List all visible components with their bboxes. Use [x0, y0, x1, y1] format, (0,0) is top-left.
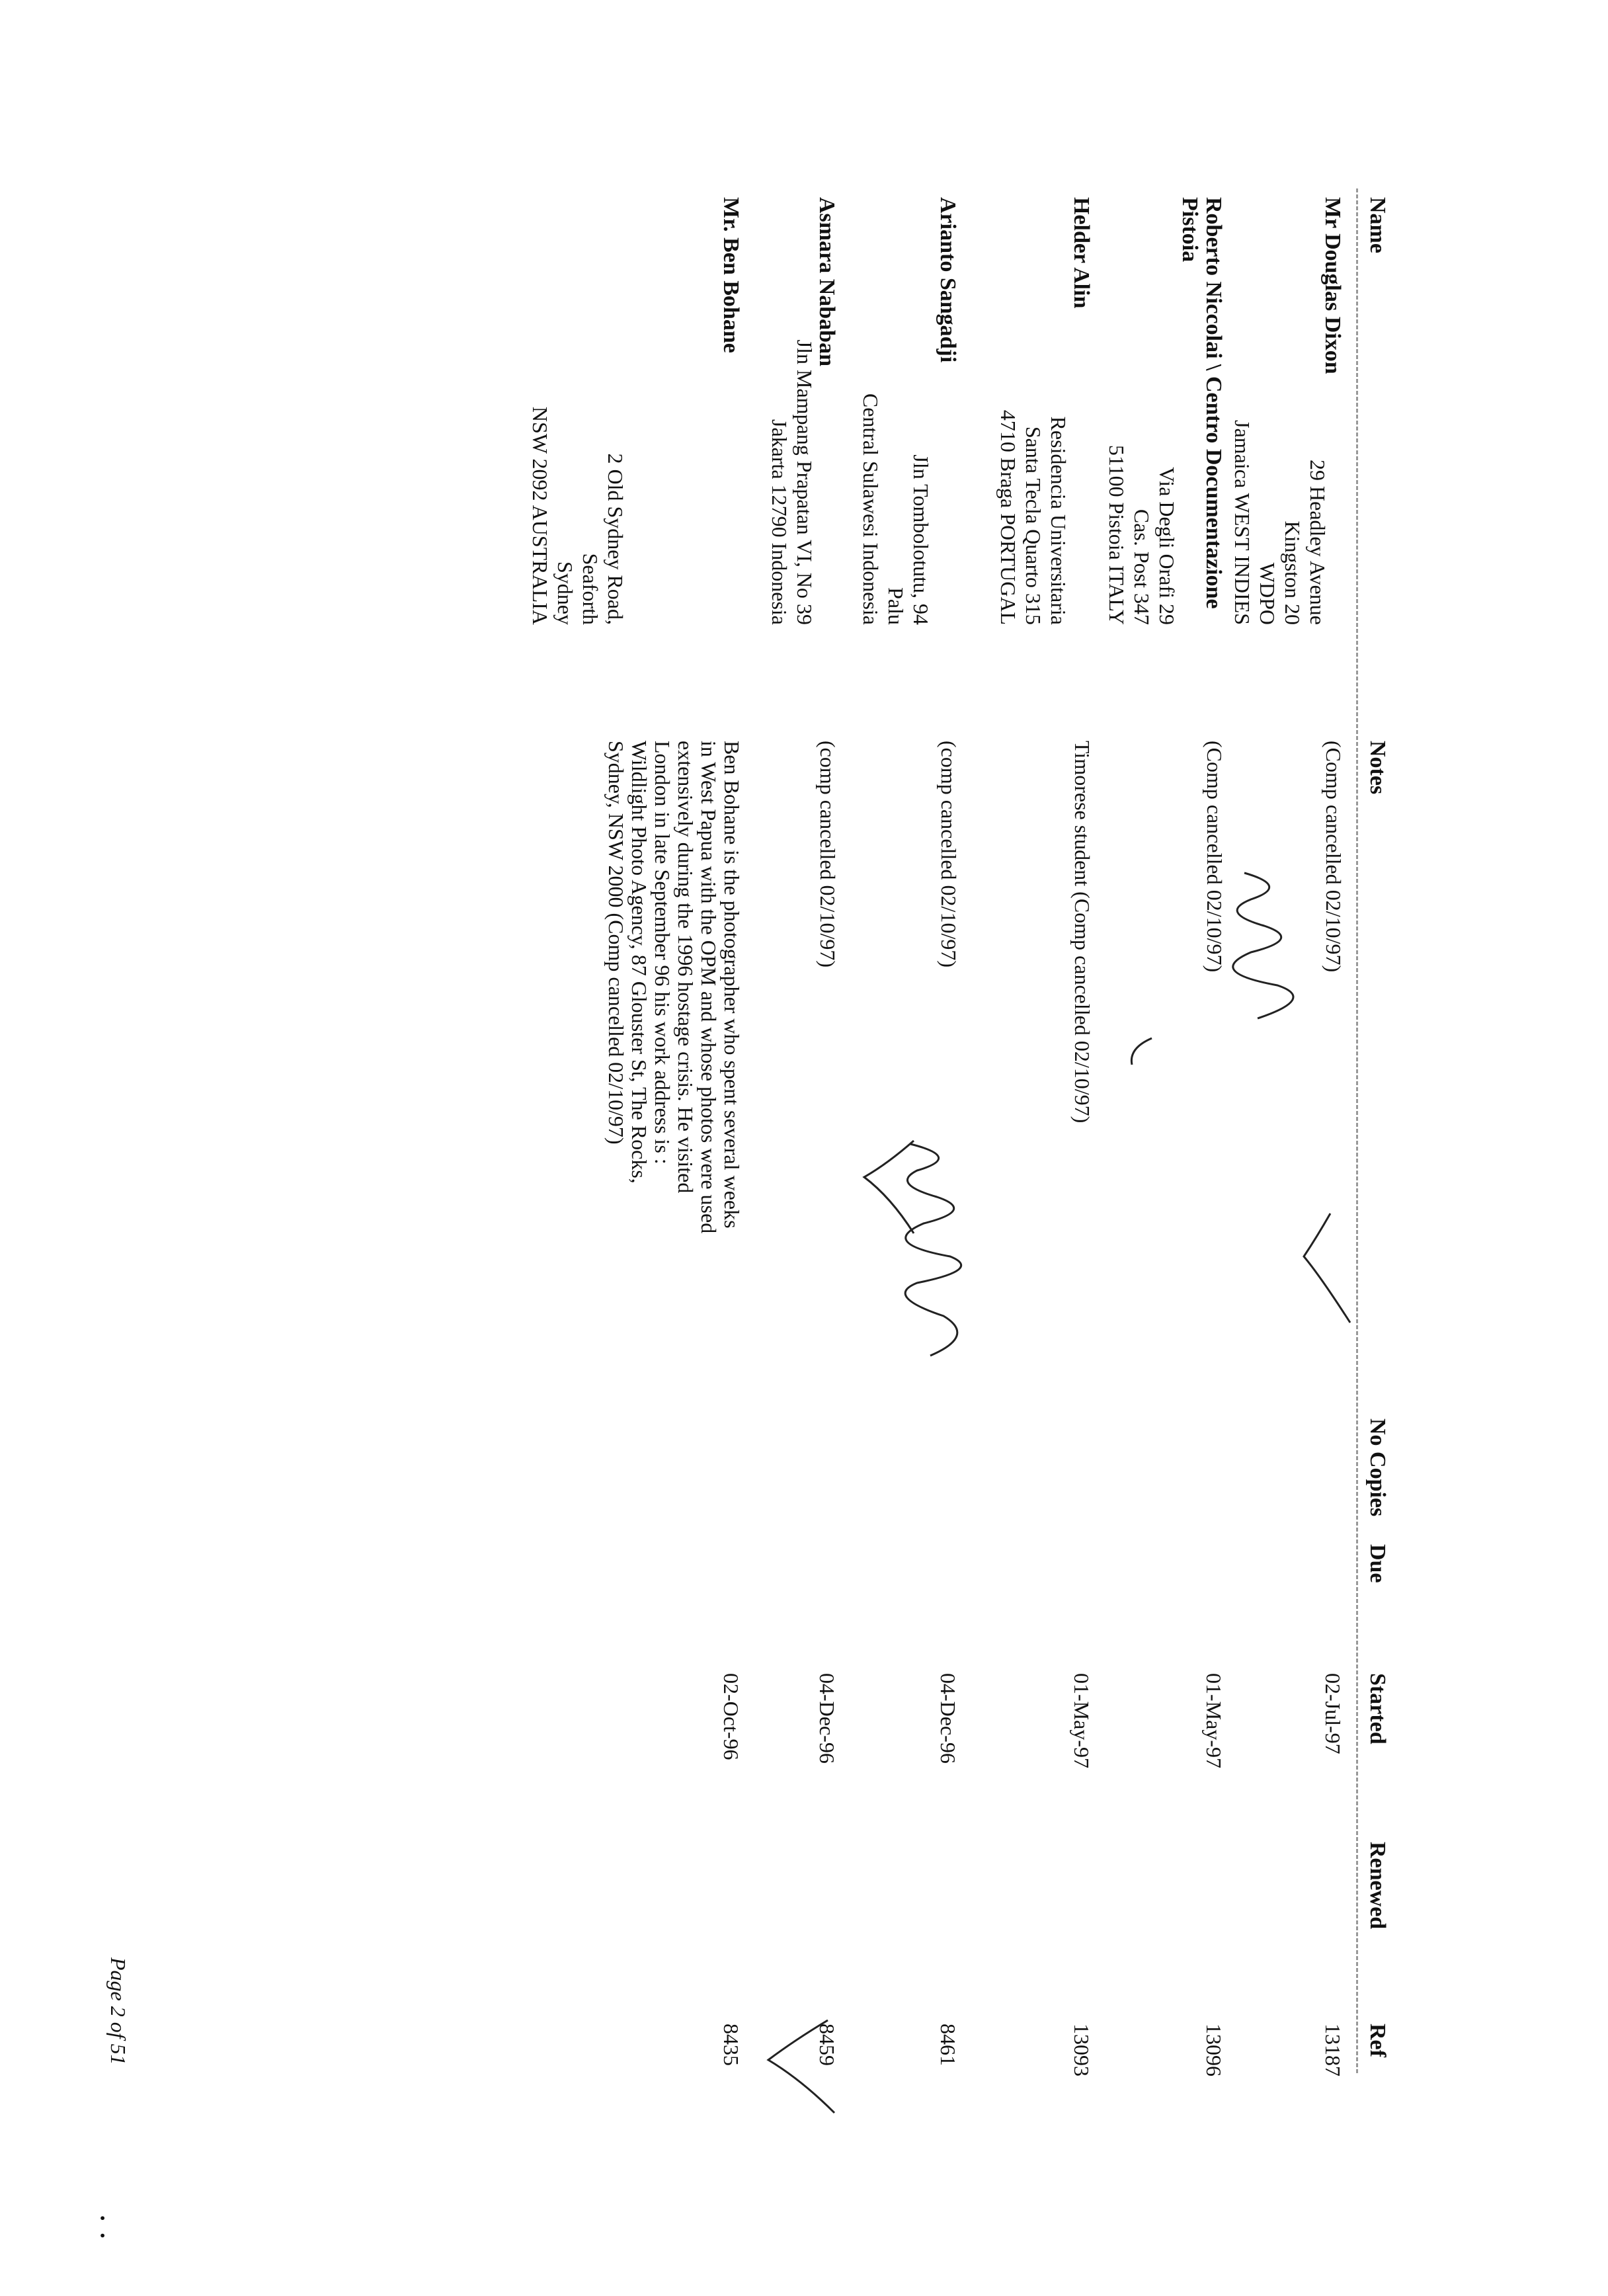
address-line: 4710 Braga PORTUGAL — [996, 409, 1020, 625]
record-started: 01-May-97 — [1070, 1673, 1094, 1768]
handwritten-check-mark — [1297, 1210, 1357, 1329]
note-line: Sydney, NSW 2000 (Comp cancelled 02/10/97) — [604, 741, 628, 1145]
handwritten-tick — [1122, 1032, 1162, 1071]
handwritten-check-mark — [762, 2014, 841, 2119]
record-ref: 8435 — [719, 2024, 743, 2066]
header-rule — [1356, 188, 1358, 2073]
note-line: (Comp cancelled 02/10/97) — [1322, 741, 1346, 973]
address-line: Residencia Universitaria — [1047, 416, 1070, 625]
header-due: Due — [1365, 1544, 1390, 1583]
record-name: Mr. Ben Bohane — [719, 197, 743, 353]
page-number: Page 2 of 51 — [106, 1957, 130, 2065]
note-line: London in late September 96 his work address is : — [651, 741, 674, 1165]
address-line: 29 Headley Avenue — [1306, 460, 1330, 625]
address-line: Jln Tombolotutu, 94 — [909, 454, 933, 625]
address-line: WDPO — [1256, 562, 1279, 625]
note-line: Ben Bohane is the photographer who spent several weeks — [720, 741, 744, 1229]
record-ref: 13093 — [1070, 2024, 1094, 2076]
address-line: 51100 Pistoia ITALY — [1105, 444, 1129, 625]
address-line: Cas. Post 347 — [1130, 509, 1154, 625]
address-line: Seaforth — [579, 553, 602, 625]
record-address — [1104, 314, 1180, 625]
scan-specks: • • — [93, 2215, 110, 2238]
address-line: Sydney — [553, 561, 577, 625]
record-notes — [816, 741, 839, 967]
handwritten-signature — [1198, 860, 1330, 1032]
record-ref: 13096 — [1202, 2024, 1226, 2076]
record-address — [1230, 314, 1330, 625]
note-line: (comp cancelled 02/10/97) — [937, 741, 961, 967]
address-line: Jamaica WEST INDIES — [1230, 420, 1254, 625]
address-line: Jakarta 12790 Indonesia — [768, 419, 791, 625]
note-line: (Comp cancelled 02/10/97) — [1203, 741, 1226, 973]
header-ref: Ref — [1365, 2024, 1390, 2057]
record-ref: 13187 — [1321, 2024, 1345, 2076]
record-notes — [604, 741, 743, 1233]
record-address — [767, 314, 817, 625]
record-name: Helder Alin — [1069, 197, 1094, 309]
address-line: NSW 2092 AUSTRALIA — [528, 406, 552, 625]
address-line: 2 Old Sydney Road, — [604, 453, 627, 625]
record-address — [996, 314, 1071, 625]
note-line: Timorese student (Comp cancelled 02/10/97) — [1070, 741, 1094, 1124]
header-renewed: Renewed — [1365, 1842, 1390, 1930]
record-started: 04-Dec-96 — [815, 1673, 839, 1764]
handwritten-signature — [871, 1137, 990, 1362]
address-line: Jln Mampang Prapatan VI, No 39 — [793, 339, 817, 625]
record-ref: 8459 — [815, 2024, 839, 2066]
header-no-copies: No Copies — [1365, 1418, 1390, 1517]
header-name: Name — [1365, 197, 1390, 253]
record-started: 01-May-97 — [1202, 1673, 1226, 1768]
record-name: Mr Douglas Dixon — [1320, 197, 1345, 374]
header-started: Started — [1365, 1673, 1390, 1744]
address-line: Kingston 20 — [1281, 520, 1305, 625]
note-line: extensively during the 1996 hostage crisis. He visited — [674, 741, 698, 1194]
record-name: Asmara Nababan — [815, 197, 839, 366]
record-name: Roberto Niccolai \ Centro Documentazione — [1201, 197, 1226, 609]
address-line: Central Sulawesi Indonesia — [859, 393, 883, 625]
record-notes — [937, 741, 960, 967]
header-notes: Notes — [1365, 741, 1390, 795]
address-line: Santa Tecla Quarto 315 — [1022, 426, 1045, 625]
note-line: (comp cancelled 02/10/97) — [816, 741, 840, 967]
record-notes — [1070, 741, 1094, 1123]
record-address — [528, 314, 628, 625]
record-address — [858, 314, 934, 625]
address-line: Via Degli Orafi 29 — [1155, 467, 1179, 625]
address-line: Palu — [884, 587, 908, 625]
record-started: 02-Oct-96 — [719, 1673, 743, 1760]
note-line: Wildlight Photo Agency, 87 Glouster St, The Rocks, — [627, 741, 651, 1184]
record-started: 04-Dec-96 — [936, 1673, 960, 1764]
record-started: 02-Jul-97 — [1321, 1673, 1345, 1754]
record-name: Arianto Sangadji — [936, 197, 960, 363]
record-name-line2: Pistoia — [1178, 197, 1202, 263]
note-line: in West Papua with the OPM and whose photos were used — [697, 741, 721, 1234]
record-ref: 8461 — [936, 2024, 960, 2066]
